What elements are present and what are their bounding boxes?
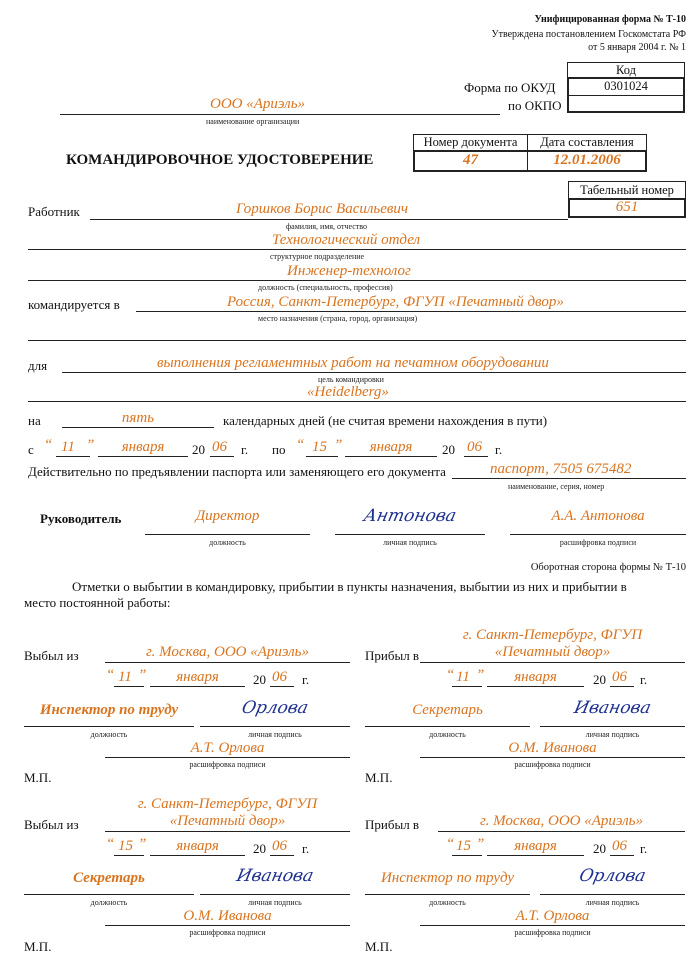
back-note-2: место постоянной работы: <box>24 595 171 610</box>
dep1-day: 11 <box>118 669 132 685</box>
purpose-label: для <box>28 358 48 373</box>
arr1-place-line <box>420 662 685 663</box>
to-month-line <box>345 456 437 457</box>
arr2-signature-caption: личная подпись <box>585 898 640 907</box>
destination-line <box>136 311 686 312</box>
head-position-line <box>145 534 310 535</box>
okpo-label: по ОКПО <box>508 98 562 113</box>
dep1-position: Инспектор по труду <box>39 702 179 718</box>
dep2-position: Секретарь <box>73 870 145 886</box>
document-title: КОМАНДИРОВОЧНОЕ УДОСТОВЕРЕНИЕ <box>66 152 374 168</box>
arr2-signature-line <box>540 894 685 895</box>
arr1-name-line <box>420 757 685 758</box>
dep1-position-caption: должность <box>90 730 128 739</box>
passport: паспорт, 7505 675482 <box>490 461 632 477</box>
arr1-name-caption: расшифровка подписи <box>514 760 591 769</box>
dep2-position-line <box>24 894 194 895</box>
doc-date-header: Дата составления <box>527 134 647 151</box>
employee-name: Горшков Борис Васильевич <box>236 201 409 217</box>
arr2-day-line <box>452 855 482 856</box>
dep1-position-line <box>24 726 194 727</box>
head-signature-caption: личная подпись <box>383 538 437 547</box>
arr2-place-line <box>438 831 685 832</box>
arr2-name: А.Т. Орлова <box>515 908 590 924</box>
days-text: календарных дней (не считая времени нахождения в пути) <box>223 413 548 428</box>
arr1-label: Прибыл в <box>365 648 420 663</box>
doc-number: 47 <box>463 152 478 168</box>
head-name-line <box>510 534 686 535</box>
position-caption: должность (специальность, профессия) <box>258 283 393 292</box>
okud-label: Форма по ОКУД <box>464 80 556 95</box>
to-year-prefix: 20 <box>442 442 455 457</box>
arr1-day-line <box>452 686 482 687</box>
for-label: на <box>28 413 41 428</box>
dep2-name-line <box>105 925 350 926</box>
dep1-name-line <box>105 757 350 758</box>
to-year-line <box>464 456 488 457</box>
head-position-caption: должность <box>209 538 246 547</box>
arr2-label: Прибыл в <box>365 817 420 832</box>
arr1-position-caption: должность <box>429 730 466 739</box>
arr1-month: января <box>514 669 557 685</box>
dept-line <box>28 249 686 250</box>
okud-value: 0301024 <box>604 79 648 93</box>
arr1-name: О.М. Иванова <box>508 740 597 756</box>
dep1-year: 06 <box>272 669 287 685</box>
dep2-signature: Иванова <box>234 866 316 886</box>
dep2-place-2: «Печатный двор» <box>169 813 286 829</box>
sent-label: командируется в <box>28 297 120 312</box>
arr2-position-caption: должность <box>429 898 466 907</box>
dep2-place-1: г. Санкт-Петербург, ФГУП <box>137 796 318 812</box>
dep1-month: января <box>176 669 219 685</box>
dep1-label: Выбыл из <box>24 648 79 663</box>
arr1-signature-caption: личная подпись <box>585 730 640 739</box>
to-month: января <box>369 439 413 455</box>
arr1-year: 06 <box>612 669 627 685</box>
dep1-signature: Орлова <box>239 698 311 718</box>
org-line <box>60 114 500 115</box>
arr2-year-prefix: 20 <box>593 841 606 856</box>
to-label: по <box>272 442 286 457</box>
dep2-year: 06 <box>272 838 287 854</box>
purpose-line-2: «Heidelberg» <box>307 384 389 400</box>
dep2-name: О.М. Иванова <box>183 908 272 924</box>
from-year-line <box>210 456 234 457</box>
code-divider <box>569 95 683 96</box>
approval-date: от 5 января 2004 г. № 1 <box>588 42 686 53</box>
dep1-stamp: М.П. <box>24 770 52 785</box>
dep1-place: г. Москва, ООО «Ариэль» <box>145 644 310 660</box>
dep1-signature-line <box>200 726 350 727</box>
arr2-place: г. Москва, ООО «Ариэль» <box>479 813 644 829</box>
dep2-year-line <box>270 855 294 856</box>
form-name: Унифицированная форма № Т-10 <box>534 14 686 25</box>
purpose-caption: цель командировки <box>318 375 384 384</box>
arr1-year-suffix: г. <box>640 672 648 687</box>
destination-line-2 <box>28 340 686 341</box>
purpose-line-1: выполнения регламентных работ на печатном оборудовании <box>157 355 549 371</box>
to-day-line <box>306 456 338 457</box>
dep1-month-line <box>150 686 245 687</box>
from-label: с <box>28 442 34 457</box>
dep2-signature-line <box>200 894 350 895</box>
dep2-position-caption: должность <box>90 898 128 907</box>
arr2-signature: Орлова <box>577 866 648 886</box>
employee-name-line <box>90 219 568 220</box>
passport-line <box>452 478 686 479</box>
arr1-position-line <box>365 726 530 727</box>
head-label: Руководитель <box>40 511 122 526</box>
head-signature-line <box>335 534 485 535</box>
employee-label: Работник <box>28 204 80 219</box>
passport-caption: наименование, серия, номер <box>508 482 605 491</box>
back-title: Оборотная сторона формы № Т-10 <box>530 562 686 573</box>
dep2-year-suffix: г. <box>302 841 310 856</box>
from-day: 11 <box>61 439 75 455</box>
arr2-month-line <box>487 855 584 856</box>
arr2-day: 15 <box>456 838 471 854</box>
valid-label: Действительно по предъявлении паспорта или заменяющего его документа <box>28 464 446 479</box>
arr1-signature-line <box>540 726 685 727</box>
days-line <box>62 427 214 428</box>
arr1-day: 11 <box>456 669 470 685</box>
arr1-month-line <box>487 686 584 687</box>
back-note-1: Отметки о выбытии в командировку, прибытии в пункты назначения, выбытии из них и прибытии в <box>72 579 627 594</box>
to-year-suffix: г. <box>495 442 503 457</box>
head-name: А.А. Антонова <box>551 508 645 524</box>
dep1-name-caption: расшифровка подписи <box>189 760 266 769</box>
arr1-year-prefix: 20 <box>593 672 606 687</box>
dep2-place-line <box>105 831 350 832</box>
head-position: Директор <box>195 508 260 524</box>
arr1-stamp: М.П. <box>365 770 393 785</box>
org-name: ООО «Ариэль» <box>210 96 306 112</box>
employee-name-caption: фамилия, имя, отчество <box>286 222 367 231</box>
destination: Россия, Санкт-Петербург, ФГУП «Печатный двор» <box>227 294 564 310</box>
tab-number: 651 <box>615 199 639 215</box>
code-header: Код <box>567 62 685 78</box>
arr2-year: 06 <box>612 838 627 854</box>
dep2-month-line <box>150 855 245 856</box>
from-year-suffix: г. <box>241 442 249 457</box>
to-day: 15 <box>312 439 327 455</box>
position-line <box>28 280 686 281</box>
dep2-signature-caption: личная подпись <box>248 898 302 907</box>
dept-caption: структурное подразделение <box>270 252 365 261</box>
dep2-name-caption: расшифровка подписи <box>189 928 266 937</box>
dep2-label: Выбыл из <box>24 817 79 832</box>
dep1-year-line <box>270 686 294 687</box>
from-day-line <box>56 456 90 457</box>
arr1-signature: Иванова <box>572 698 653 718</box>
dep1-year-prefix: 20 <box>253 672 266 687</box>
employee-position: Инженер-технолог <box>287 263 411 279</box>
purpose-line-b <box>28 401 686 402</box>
arr2-stamp: М.П. <box>365 939 393 954</box>
doc-number-header: Номер документа <box>413 134 528 151</box>
dep2-day: 15 <box>118 838 133 854</box>
dep2-month: января <box>176 838 219 854</box>
arr1-place-2: «Печатный двор» <box>494 644 611 660</box>
dep1-day-line <box>114 686 144 687</box>
tab-number-header: Табельный номер <box>568 181 686 199</box>
from-year-prefix: 20 <box>192 442 205 457</box>
dep1-signature-caption: личная подпись <box>248 730 302 739</box>
head-name-caption: расшифровка подписи <box>559 538 637 547</box>
dep1-year-suffix: г. <box>302 672 310 687</box>
purpose-line <box>62 372 686 373</box>
employee-dept: Технологический отдел <box>272 232 421 248</box>
from-year: 06 <box>212 439 227 455</box>
destination-caption: место назначения (страна, город, организация) <box>258 314 418 323</box>
arr1-position: Секретарь <box>412 702 483 718</box>
to-year: 06 <box>467 439 482 455</box>
arr1-place-1: г. Санкт-Петербург, ФГУП <box>462 627 643 643</box>
approval-note: Утверждена постановлением Госкомстата РФ <box>491 29 686 40</box>
doc-date: 12.01.2006 <box>553 152 621 168</box>
arr2-month: января <box>514 838 557 854</box>
arr2-position-line <box>365 894 530 895</box>
dep2-day-line <box>114 855 144 856</box>
dep1-place-line <box>105 662 350 663</box>
dep2-year-prefix: 20 <box>253 841 266 856</box>
from-month: января <box>121 439 165 455</box>
arr2-name-line <box>420 925 685 926</box>
days-count: пять <box>121 410 155 426</box>
arr2-year-line <box>610 855 634 856</box>
arr2-year-suffix: г. <box>640 841 648 856</box>
head-signature: Антонова <box>361 506 459 526</box>
arr2-name-caption: расшифровка подписи <box>514 928 591 937</box>
arr2-position: Инспектор по труду <box>380 870 515 886</box>
dep1-name: А.Т. Орлова <box>190 740 265 756</box>
org-caption: наименование организации <box>206 117 300 126</box>
arr1-year-line <box>610 686 634 687</box>
dep2-stamp: М.П. <box>24 939 52 954</box>
from-month-line <box>98 456 188 457</box>
